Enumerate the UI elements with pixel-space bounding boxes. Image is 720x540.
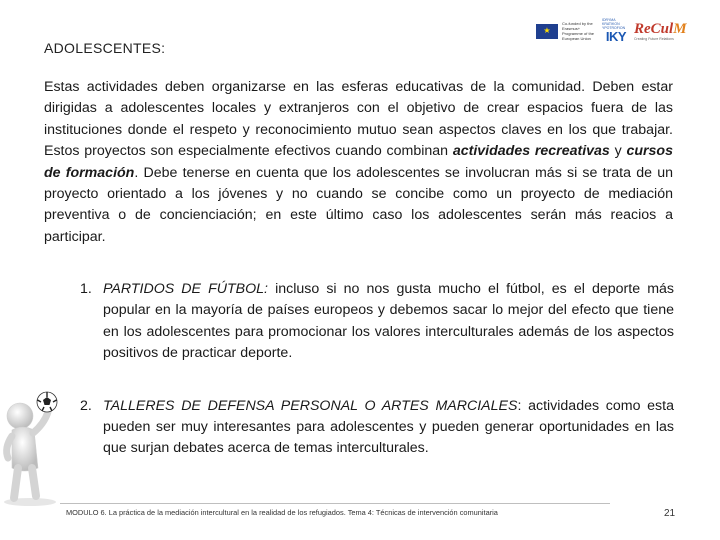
iky-small-text: IDRYMA KRATIKON YPOTROFION bbox=[602, 18, 626, 30]
header-logos bbox=[536, 18, 706, 44]
list-item-text: incluso si no nos gusta mucho el fútbol, es el deporte más popular en la mayoría de países europeos y debemos sacar lo mejor del efecto que tiene en los adolescentes para promocionar los valores interculturales además de los aspectos positivos de practicar deporte. bbox=[103, 281, 674, 362]
intro-paragraph bbox=[44, 77, 673, 248]
eu-flag-icon: ★ bbox=[536, 24, 558, 39]
iky-text: IKY bbox=[605, 29, 627, 44]
recul-wordmark-a: ReCul bbox=[634, 20, 674, 37]
list-item-label: TALLERES DE DEFENSA PERSONAL O ARTES MARCIALES bbox=[103, 397, 518, 414]
iky-logo bbox=[602, 19, 630, 43]
intro-emphasis-formacion: cursos de formación bbox=[44, 143, 673, 181]
footer-text bbox=[66, 508, 498, 517]
eu-cofunded-text: Co-funded by the Erasmus+ Programme of the European Union bbox=[562, 21, 595, 41]
list-item-number: 2. bbox=[80, 397, 92, 414]
footer-module: MODULO 6. La práctica de la mediación intercultural en la realidad de los refugiados. bbox=[66, 508, 348, 517]
intro-part1: Estas actividades deben organizarse en las esferas educativas de la comunidad. Deben estar dirigidas a adolescentes locales y extranjeros con el objetivo de crear espacios fuera de las instituciones donde el respeto y reconocimiento mutuo sean aspectos claves en los que trabajar. Estos proyectos son especialmente efectivos cuando combinan bbox=[44, 79, 673, 160]
page-title: ADOLESCENTES: bbox=[44, 40, 166, 56]
recul-logo bbox=[634, 22, 687, 41]
list-item-text: : actividades como esta pueden ser muy interesantes para adolescentes y pueden generar oportunidades en las que surjan debates acerca de temas interculturales. bbox=[103, 397, 674, 457]
recul-subtitle: Creating Future Relations bbox=[634, 36, 674, 41]
recul-wordmark bbox=[634, 22, 687, 37]
recul-wordmark-b: M bbox=[673, 20, 687, 37]
footer-divider bbox=[60, 503, 610, 504]
list-item-label: PARTIDOS DE FÚTBOL: bbox=[103, 281, 268, 297]
intro-mid: y bbox=[609, 143, 627, 160]
list-item bbox=[80, 279, 674, 365]
page-number: 21 bbox=[664, 508, 676, 519]
soccer-figure-illustration bbox=[0, 378, 70, 508]
list-item bbox=[80, 396, 674, 460]
intro-part2: . Debe tenerse en cuenta que los adolescentes se involucran más si se trata de un proyecto orientado a los jóvenes y no cuando se concibe como un proyecto de mediación preventiva o de concienciación; en este último caso los adolescentes serán más reacios a participar. bbox=[44, 164, 673, 245]
footer-topic: Tema 4: Técnicas de intervención comunitaria bbox=[347, 508, 498, 517]
list-item-number: 1. bbox=[80, 281, 92, 297]
intro-emphasis-recreativas: actividades recreativas bbox=[452, 143, 610, 160]
activities-list bbox=[80, 279, 674, 460]
